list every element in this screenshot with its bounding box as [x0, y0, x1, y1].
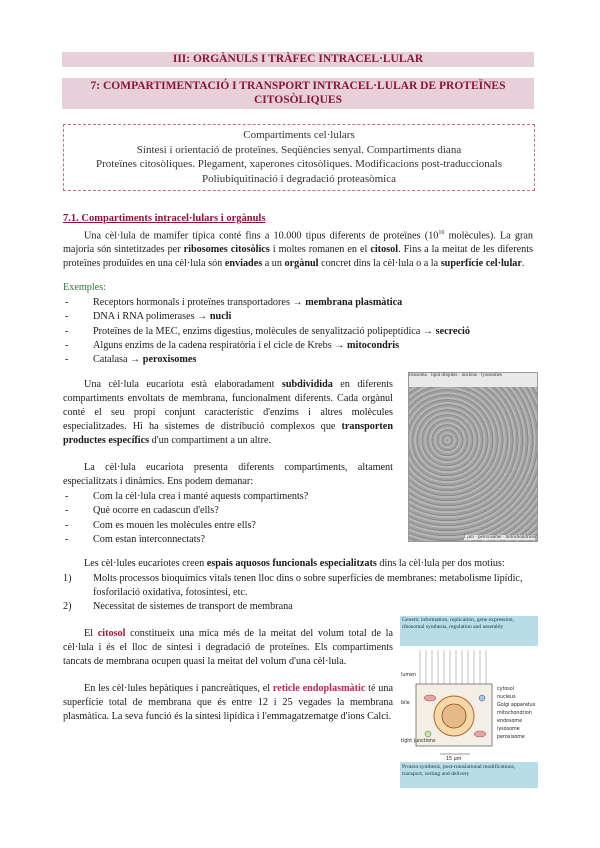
right-label: peroxisome: [497, 735, 525, 740]
list-item: - Receptors hormonals i proteïnes transportadores → membrana plasmàtica: [63, 296, 533, 310]
topic-line: Compartiments cel·lulars: [243, 129, 355, 141]
left-label: bile: [401, 701, 410, 706]
topics-box: [63, 124, 535, 191]
mitochondrion-shape: [474, 731, 486, 737]
intro-paragraph: Una cèl·lula de mamífer típica conté fins a 10.000 tipus diferents de proteïnes ($10^{10}$ molècules). La gran majoria són sintetitzades per ribosomes citosòlics i moltes romanen en el citosol. Fins a la meitat de les diferents proteïnes produïdes en una cèl·lula són enviades a un orgànul concret dins la cèl·lula o a la superfície cel·lular.: [63, 230, 533, 270]
list-item: - Com estan interconnectats?: [63, 533, 393, 547]
list-item: 2) Necessitat de sistemes de transport de membrana: [63, 601, 293, 612]
list-item: - Catalasa → peroxisomes: [63, 353, 533, 367]
questions-intro: La cèl·lula eucariota presenta diferents compartiments, altament especialitzats i dinàmics. Ens podem demanar:: [63, 462, 393, 487]
mitochondrion-shape: [424, 695, 436, 701]
micrograph-figure: [408, 372, 538, 542]
cytosol-paragraph: El citosol constitueix una mica més de la meitat del volum total de la cèl·lula i és el lloc de síntesi i degradació de proteïnes. Els compartiments tancats de membrana ocupen quasi la meitat del volum d'una cèl·lula.: [63, 628, 393, 667]
examples-label: Exemples:: [63, 282, 107, 293]
left-label: lumen: [401, 673, 417, 678]
list-item: - Com es mouen les molècules entre ells?: [63, 519, 393, 533]
right-label: Golgi apparatus: [497, 703, 536, 708]
right-label: lysosome: [497, 727, 520, 732]
section-heading: 7.1. Compartiments intracel·lulars i orgànuls: [63, 213, 266, 224]
topic-title-banner: 7: COMPARTIMENTACIÓ I TRANSPORT INTRACEL·LULAR DE PROTEÏNES CITOSÒLIQUES: [62, 78, 534, 109]
topic-line: Poliubiquitinació i degradació proteasòmica: [202, 172, 396, 185]
peroxisome-shape: [425, 731, 431, 737]
microvilli-lines: [420, 650, 486, 686]
left-label: tight junctions: [401, 739, 436, 744]
unit-title-banner: III: ORGÀNULS I TRÀFEC INTRACEL·LULAR: [62, 52, 534, 67]
nucleolus-shape: [442, 704, 466, 728]
list-item: - Què ocorre en cadascun d'ells?: [63, 504, 393, 518]
compartments-paragraph: Una cèl·lula eucariota està elaboradament subdividida en diferents compartiments envoltats de membrana, funcionalment diferents. Cada orgànul conté el seu propi conjunt característic d'enzims i altres molècules especialitzades. Hi ha sistemes de distribució complexos que transporten productes específics d'un compartiment a un altre.: [63, 379, 393, 446]
micrograph-caption: 1 μm · peroxisome · mitochondrion: [463, 535, 535, 540]
diagram-top-caption: Genetic information, replication, gene expression, ribosomal synthesis, regulation and assembly: [400, 616, 538, 646]
right-label: nucleus: [497, 695, 516, 700]
cell-diagram-figure: [400, 616, 538, 788]
right-label: cytosol: [497, 687, 515, 692]
topic-line: Proteïnes citosòliques. Plegament, xaperones citosòliques. Modificacions post-traduccionals: [96, 158, 502, 170]
micrograph-labels: lisosoma · lipid droplets · nucleus · lysosomes: [409, 373, 537, 387]
list-item: - Alguns enzims de la cadena respiratòria i el cicle de Krebs → mitocondris: [63, 339, 533, 353]
right-label: mitochondrion: [497, 711, 532, 716]
list-item: 1) Molts processos bioquímics vitals tenen lloc dins o sobre superfícies de membranes: metabolisme lipídic, fosforilació oxidativa, fotosíntesi, etc.: [63, 573, 523, 598]
right-label: endosome: [497, 719, 523, 724]
lysosome-shape: [479, 695, 485, 701]
examples-list: [63, 296, 533, 367]
reasons-list: [63, 572, 533, 614]
list-item: - DNA i RNA polimerases → nucli: [63, 310, 533, 324]
questions-list: [63, 490, 393, 547]
list-item: - Com la cèl·lula crea i manté aquests compartiments?: [63, 490, 393, 504]
diagram-bottom-caption: Protein synthesis, post-translational modifications, transport, sorting and delivery: [400, 762, 538, 788]
reasons-intro: Les cèl·lules eucariotes creen espais aquosos funcionals especialitzats dins la cèl·lula per dos motius:: [84, 558, 505, 569]
er-paragraph: En les cèl·lules hepàtiques i pancreàtiques, el reticle endoplasmàtic té una superfície total de membrana que és entre 12 i 25 vegades la membrana plasmàtica. La seva funció és la síntesi lipídica i l'emmagatzematge d'ions Calci.: [63, 683, 394, 722]
list-item: - Proteïnes de la MEC, enzims digestius, molècules de senyalització polipeptídica → secreció: [63, 325, 533, 339]
topic-line: Síntesi i orientació de proteïnes. Seqüències senyal. Compartiments diana: [136, 143, 462, 156]
cell-diagram: [400, 646, 538, 762]
scale-label: 15 μm: [446, 757, 462, 762]
